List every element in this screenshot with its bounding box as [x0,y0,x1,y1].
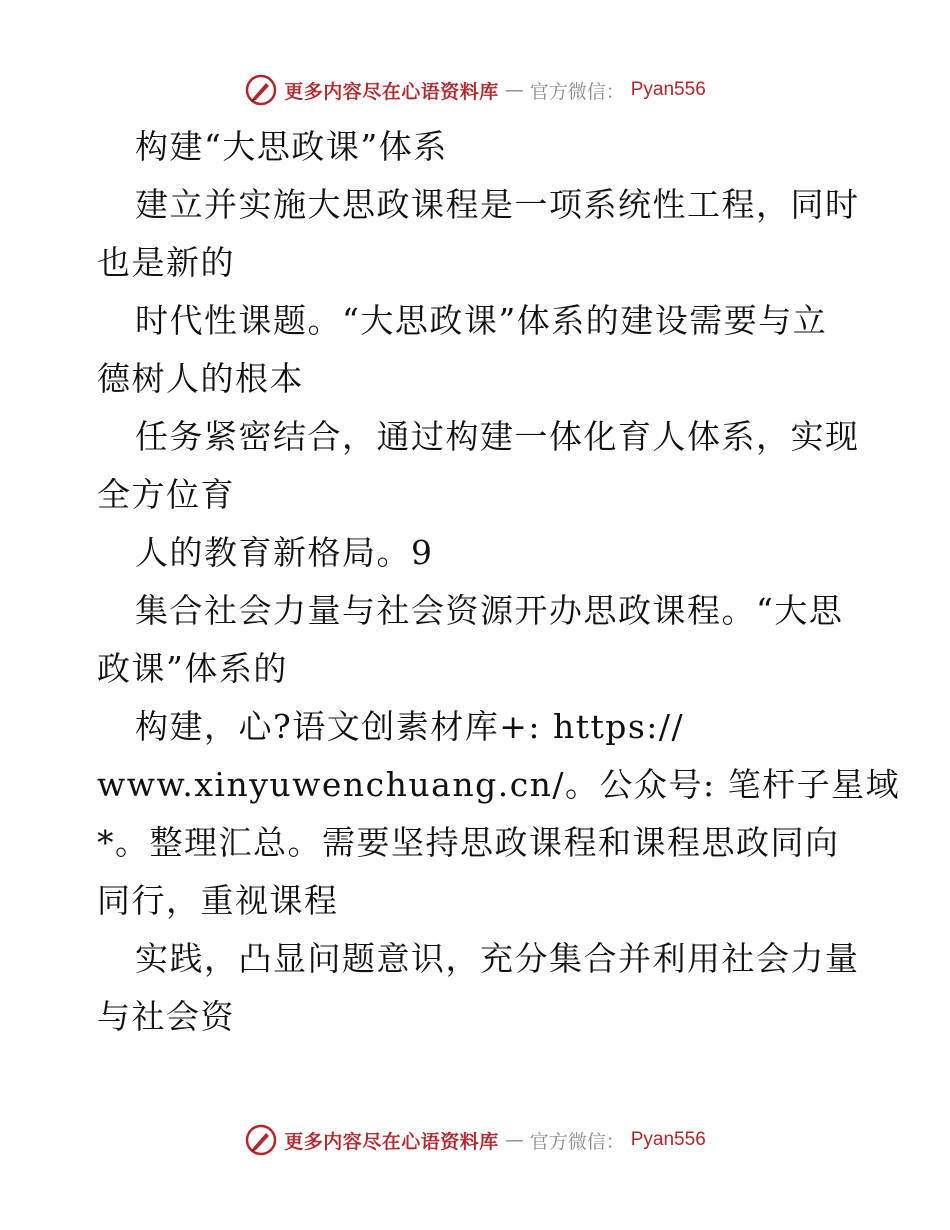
text-line: 建立并实施大思政课程是一项系统性工程，同时 [135,185,860,224]
pen-logo-icon [244,73,278,107]
text-line: 全方位育 [97,475,235,514]
banner-wechat-label: 官方微信： [529,1130,625,1153]
banner-brand-text: 更多内容尽在心语资料库 [284,1130,499,1153]
header-banner [0,70,950,110]
document-body [97,118,901,1046]
text-line: *。整理汇总。需要坚持思政课程和课程思政同向 [97,823,840,862]
text-line: 与社会资 [97,997,235,1036]
text-line: 人的教育新格局。9 [135,533,434,572]
text-line: www.xinyuwenchuang.cn/。公众号: 笔杆子星域 [97,765,901,804]
text-line: 时代性课题。“大思政课”体系的建设需要与立 [135,301,828,340]
text-line: 构建“大思政课”体系 [135,127,448,166]
text-line: 也是新的 [97,243,235,282]
text-line: 实践，凸显问题意识，充分集合并利用社会力量 [135,939,860,978]
banner-wechat-id: Pyan556 [630,79,706,100]
footer-banner [0,1120,950,1160]
pen-logo-icon [244,1123,278,1157]
text-line: 构建，心?语文创素材库+: https:// [135,707,685,746]
banner-brand-text: 更多内容尽在心语资料库 [284,80,499,103]
text-line: 任务紧密结合，通过构建一体化育人体系，实现 [135,417,860,456]
text-line: 集合社会力量与社会资源开办思政课程。“大思 [135,591,844,630]
banner-wechat-id: Pyan556 [630,1129,706,1150]
text-line: 同行，重视课程 [97,881,339,920]
text-line: 政课”体系的 [97,649,288,688]
banner-separator: — [504,1129,524,1151]
banner-separator: — [504,79,524,101]
text-line: 德树人的根本 [97,359,304,398]
banner-wechat-label: 官方微信： [529,80,625,103]
